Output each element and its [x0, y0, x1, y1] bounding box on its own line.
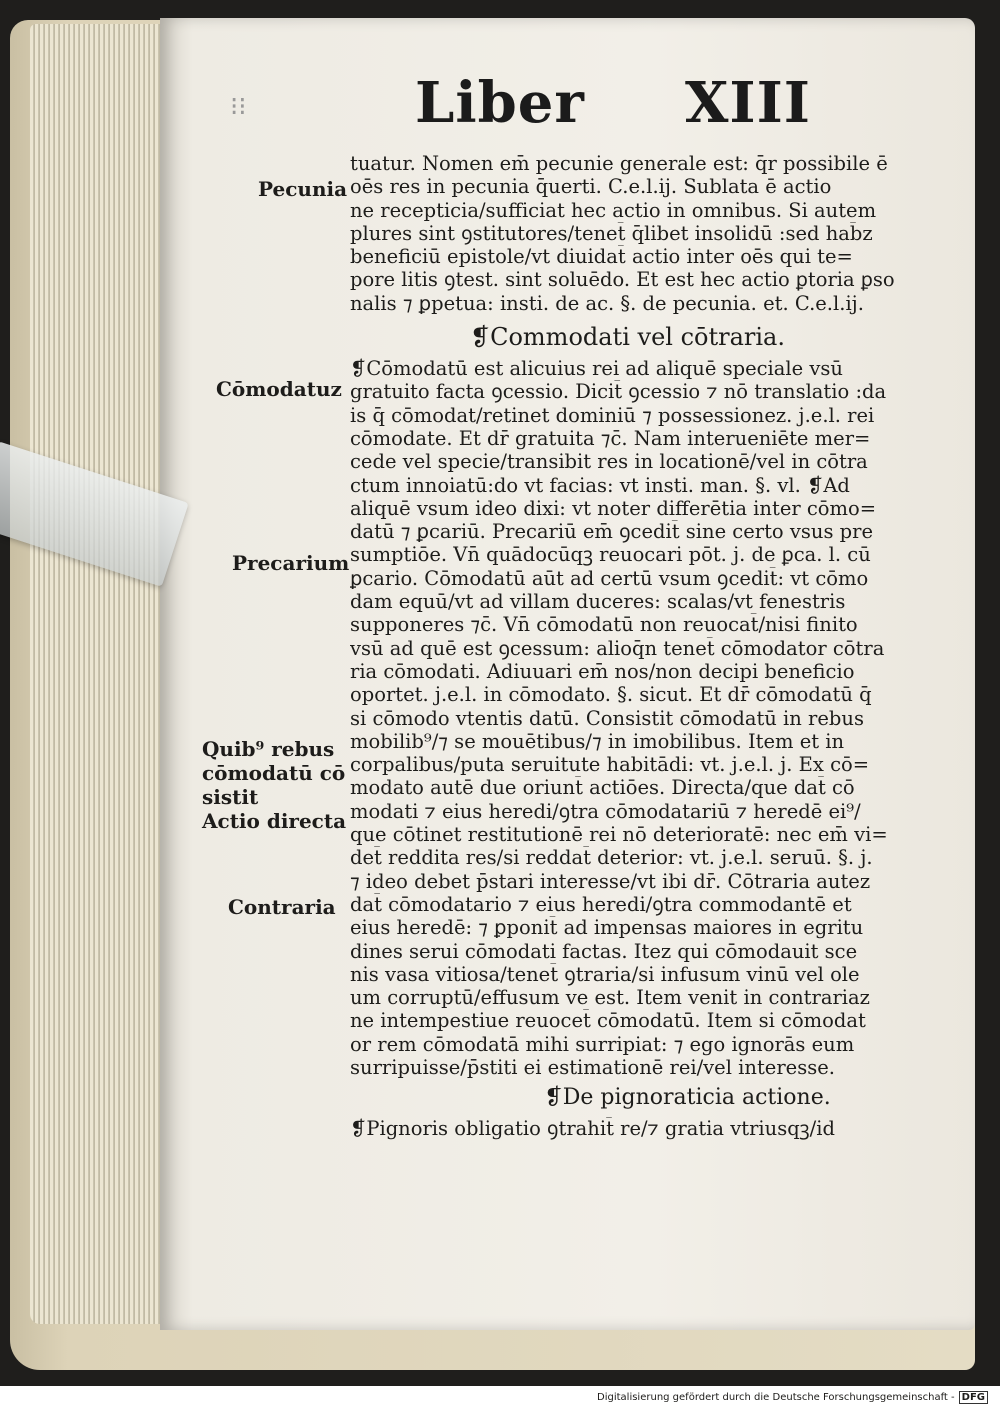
text-line: aliquē vsum ideo dixi: vt noter differētia inter cōmo= [350, 496, 877, 520]
dfg-logo: DFG [959, 1391, 988, 1404]
digitization-credit [595, 1392, 990, 1403]
folio-mark: ⁝⁝ [230, 92, 247, 122]
text-line: um corruptū/effusum ve est. Item venit in contrariaz [350, 986, 870, 1010]
text-line: ria cōmodati. Adiuuari em̄ nos/non decipi beneficio [350, 659, 855, 683]
text-line: surripuisse/p̄stiti ei estimationē rei/vel interesse. [350, 1055, 835, 1079]
margin-note-contraria: Contraria [228, 895, 336, 919]
text-line: eius heredē: ⁊ ꝑponit̄ ad impensas maiores in egritu [350, 916, 864, 940]
text-line: datū ⁊ ꝑcariū. Precariū em̄ ꝯcedit̄ sine certo vsus pre [350, 520, 873, 544]
text-line: is q̄ cōmodat/retinet dominiū ⁊ possessionez. j.e.l. rei [350, 403, 875, 427]
text-line: cede vel specie/transibit res in locationē/vel in cōtra [350, 450, 868, 474]
text-line: pore litis ꝯtest. sint soluēdo. Et est hec actio ꝑtoria ꝑso [350, 268, 895, 292]
text-line: ctum innoiatū:do vt facias: vt insti. man. §. vl. ❡Ad [350, 473, 850, 497]
text-line: corpalibus/puta seruitute habitādi: vt. j.e.l. j. Ex cō= [350, 753, 870, 777]
text-line: nalis ⁊ ꝑpetua: insti. de ac. §. de pecunia. et. C.e.l.ij. [350, 291, 864, 315]
margin-note-sistit: sistit [202, 785, 259, 809]
credit-text: Digitalisierung gefördert durch die Deutsche Forschungsgemeinschaft - [597, 1392, 955, 1403]
margin-note-comodatum-co: cōmodatū cō [202, 761, 346, 785]
margin-note-quibus-rebus: Quib⁹ rebus [202, 737, 335, 761]
text-line: modato autē due oriunt̄ actiōes. Directa/que dat̄ cō [350, 776, 855, 800]
section-heading-pignoraticia: ❡De pignoraticia actione. [544, 1085, 831, 1111]
text-line: tuatur. Nomen em̄ pecunie generale est: q̄r possibile ē [350, 152, 888, 175]
header-word-liber: Liber [415, 70, 585, 136]
margin-note-actio-directa: Actio directa [202, 809, 347, 833]
page-edges [30, 24, 165, 1324]
text-line: que cōtinet restitutionē rei nō deterioratē: nec em̄ vi= [350, 823, 888, 847]
text-line: vsū ad quē est ꝯcessum: alioq̄n tenet̄ cōmodator cōtra [350, 636, 885, 660]
text-line: ne recepticia/sufficiat hec actio in omnibus. Si autem [350, 198, 877, 222]
header-word-number: XIII [684, 70, 811, 136]
section-heading-commodati: ❡Commodati vel cōtraria. [470, 323, 785, 352]
text-line: dines serui cōmodati factas. Itez qui cōmodauit sce [350, 939, 858, 963]
text-line: ❡Cōmodatū est alicuius rei ad aliquē speciale vsū [350, 357, 843, 381]
margin-note-precarium: Precarium [232, 551, 350, 575]
text-line: dat̄ cōmodatario ⁊ eius heredi/ꝯtra commodantē et [350, 892, 852, 916]
text-line: cōmodate. Et dr̄ gratuita ⁊c̄. Nam interueniēte mer= [350, 426, 871, 450]
text-line: sumptiōe. Vn̄ quādocūqꝫ reuocari pōt. j. de ꝑca. l. cū [350, 543, 871, 567]
text-line: oēs res in pecunia q̄uerti. C.e.l.ij. Sublata ē actio [350, 175, 832, 199]
text-line: beneficiū epistole/vt diuidat̄ actio inter oēs qui te= [350, 245, 853, 269]
margin-note-comodatuz: Cōmodatuz [216, 377, 342, 401]
margin-note-pecunia: Pecunia [258, 177, 348, 201]
running-header [415, 70, 811, 136]
text-line: dam equū/vt ad villam duceres: scalas/vt fenestris [350, 590, 846, 614]
text-line: supponeres ⁊c̄. Vn̄ cōmodatū non reuocat̄/nisi finito [350, 613, 858, 637]
text-line: si cōmodo vtentis datū. Consistit cōmodatū in rebus [350, 706, 864, 730]
text-line: ⁊ ideo debet p̄stari interesse/vt ibi dr̄. Cōtraria autez [350, 869, 871, 893]
text-line: oportet. j.e.l. in cōmodato. §. sicut. Et dr̄ cōmodatū q̄ [350, 683, 872, 707]
text-line: mobilib⁹/⁊ se mouētibus/⁊ in imobilibus. Item et in [350, 729, 845, 753]
text-line: det̄ reddita res/si reddat̄ deterior: vt. j.e.l. seruū. §. j. [350, 846, 873, 870]
text-line: ne intempestiue reuocet̄ cōmodatū. Item si cōmodat [350, 1009, 866, 1033]
text-line: ꝑcario. Cōmodatū aūt ad certū vsum ꝯcedit̄: vt cōmo [350, 566, 869, 590]
text-line: gratuito facta ꝯcessio. Dicit̄ ꝯcessio ⁊ nō translatio :da [350, 380, 887, 404]
text-line: nis vasa vitiosa/tenet̄ ꝯtraria/si infusum vinū vel ole [350, 962, 860, 986]
text-line-last: ❡Pignoris obligatio ꝯtrahit̄ re/⁊ gratia vtriusqꝫ/id [350, 1117, 835, 1141]
text-line: or rem cōmodatā mihi surripiat: ⁊ ego ignorās eum [350, 1032, 855, 1056]
main-text-column [350, 152, 905, 1141]
text-line: plures sint ꝯstitutores/tenet̄ q̄libet insolidū :sed hab̄z [350, 221, 873, 245]
text-line: modati ⁊ eius heredi/ꝯtra cōmodatariū ⁊ heredē ei⁹/ [350, 799, 861, 823]
